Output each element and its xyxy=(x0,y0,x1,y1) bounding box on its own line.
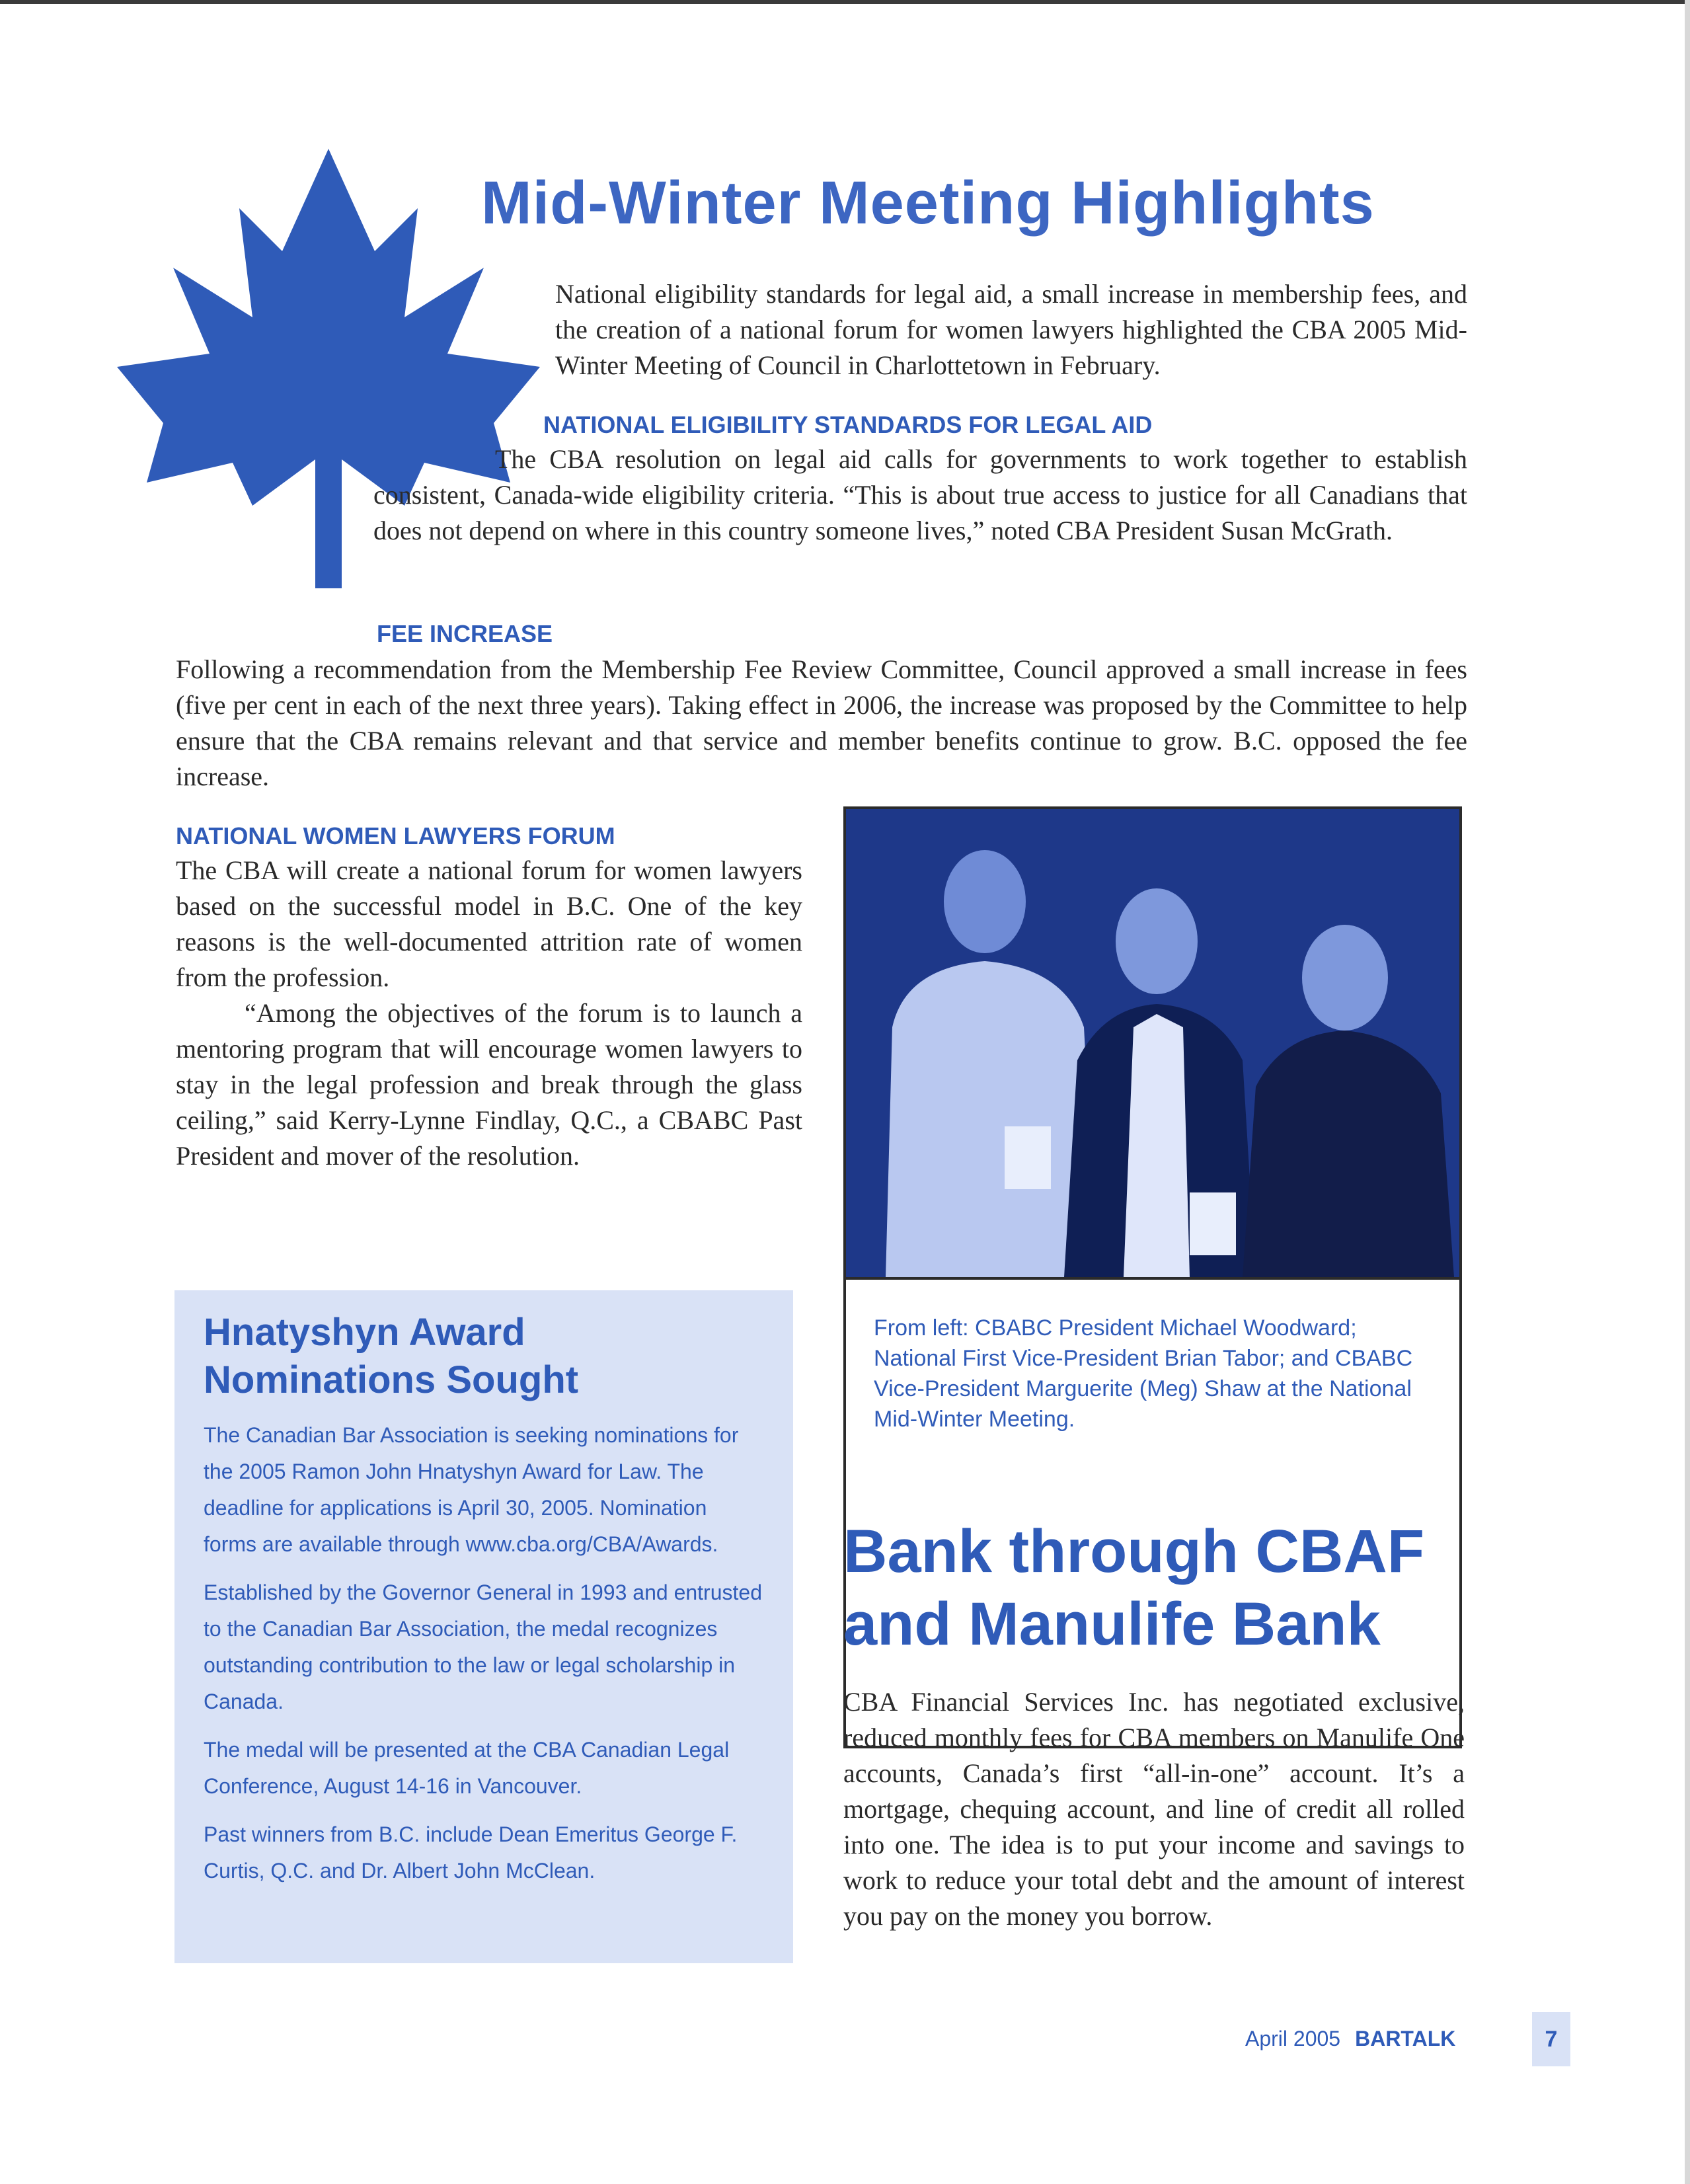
footer-date: April 2005 xyxy=(1245,2027,1341,2050)
women-forum-paragraph-1: The CBA will create a national forum for women lawyers based on the successful model in B.C. One of the key reasons is the well-documented attrition rate of women from the profession. xyxy=(176,855,802,992)
legal-aid-section xyxy=(373,442,1467,549)
award-paragraph-1: The Canadian Bar Association is seeking nominations for the 2005 Ramon John Hnatyshyn Award for Law. The deadline for applications is April 30, 2005. Nomination forms are available through www.cba.org/CBA/Awards. xyxy=(204,1423,739,1556)
person-left-face xyxy=(944,850,1026,953)
bank-title: Bank through CBAF and Manulife Bank xyxy=(843,1518,1425,1658)
award-sidebar xyxy=(174,1290,793,1963)
footer-publication: BARTALK xyxy=(1355,2027,1456,2050)
fee-increase-heading: FEE INCREASE xyxy=(377,620,553,647)
name-badge xyxy=(1190,1192,1236,1255)
person-center-face xyxy=(1116,888,1198,994)
legal-aid-paragraph: The CBA resolution on legal aid calls for governments to work together to establish consistent, Canada-wide eligibility criteria. “This is about true access to justice for all Canadians that does not depend on where in this country someone lives,” noted CBA President Susan McGrath. xyxy=(373,444,1467,545)
women-forum-section xyxy=(176,853,802,1174)
award-paragraph-2: Established by the Governor General in 1993 and entrusted to the Canadian Bar Association, the medal recognizes outstanding contribution to the law or legal scholarship in Canada. xyxy=(204,1580,762,1713)
person-right-face xyxy=(1302,925,1388,1031)
award-paragraph-3: The medal will be presented at the CBA Canadian Legal Conference, August 14-16 in Vancouver. xyxy=(204,1738,730,1798)
name-badge xyxy=(1005,1126,1051,1189)
photo-caption: From left: CBABC President Michael Woodward; National First Vice-President Brian Tabor; and CBABC Vice-President Marguerite (Meg) Shaw at the National Mid-Winter Meeting. xyxy=(846,1277,1459,1601)
article-title: Mid-Winter Meeting Highlights xyxy=(481,169,1375,237)
page-edge xyxy=(1685,0,1690,2184)
intro-paragraph: National eligibility standards for legal aid, a small increase in membership fees, and the creation of a national forum for women lawyers highlighted the CBA 2005 Mid-Winter Meeting of Council in Charlottetown in February. xyxy=(555,279,1467,380)
page-footer xyxy=(1245,2027,1455,2051)
photo-illustration xyxy=(846,809,1459,1277)
top-rule xyxy=(0,0,1690,4)
legal-aid-heading: NATIONAL ELIGIBILITY STANDARDS FOR LEGAL AID xyxy=(543,411,1153,438)
person-center-shirt xyxy=(1124,1014,1190,1277)
award-title: Hnatyshyn Award Nominations Sought xyxy=(204,1311,579,1401)
women-forum-paragraph-2: “Among the objectives of the forum is to launch a mentoring program that will encourage women lawyers to stay in the legal profession and break through the glass ceiling,” said Kerry-Lynne Findlay, Q.C., a CBABC Past President and mover of the resolution. xyxy=(176,998,802,1171)
person-right-body xyxy=(1243,1031,1454,1277)
fee-increase-paragraph: Following a recommendation from the Membership Fee Review Committee, Council approved a small increase in fees (five per cent in each of the next three years). Taking effect in 2006, the increase was proposed by the Committee to help ensure that the CBA remains relevant and that service and member benefits continue to grow. B.C. opposed the fee increase. xyxy=(176,654,1467,791)
group-photo xyxy=(846,809,1459,1277)
bank-paragraph: CBA Financial Services Inc. has negotiated exclusive, reduced monthly fees for CBA members on Manulife One accounts, Canada’s first “all-in-one” account. It’s a mortgage, chequing account, and line of credit all rolled into one. The idea is to put your income and savings to work to reduce your total debt and the amount of interest you pay on the money you borrow. xyxy=(843,1687,1465,1931)
person-left-body xyxy=(886,961,1097,1277)
fee-increase-section xyxy=(176,652,1467,795)
award-paragraph-4: Past winners from B.C. include Dean Emeritus George F. Curtis, Q.C. and Dr. Albert John McClean. xyxy=(204,1822,738,1883)
women-forum-heading: NATIONAL WOMEN LAWYERS FORUM xyxy=(176,822,615,849)
page-number: 7 xyxy=(1532,2012,1570,2066)
article-intro xyxy=(555,276,1467,383)
bank-section xyxy=(843,1684,1465,1934)
